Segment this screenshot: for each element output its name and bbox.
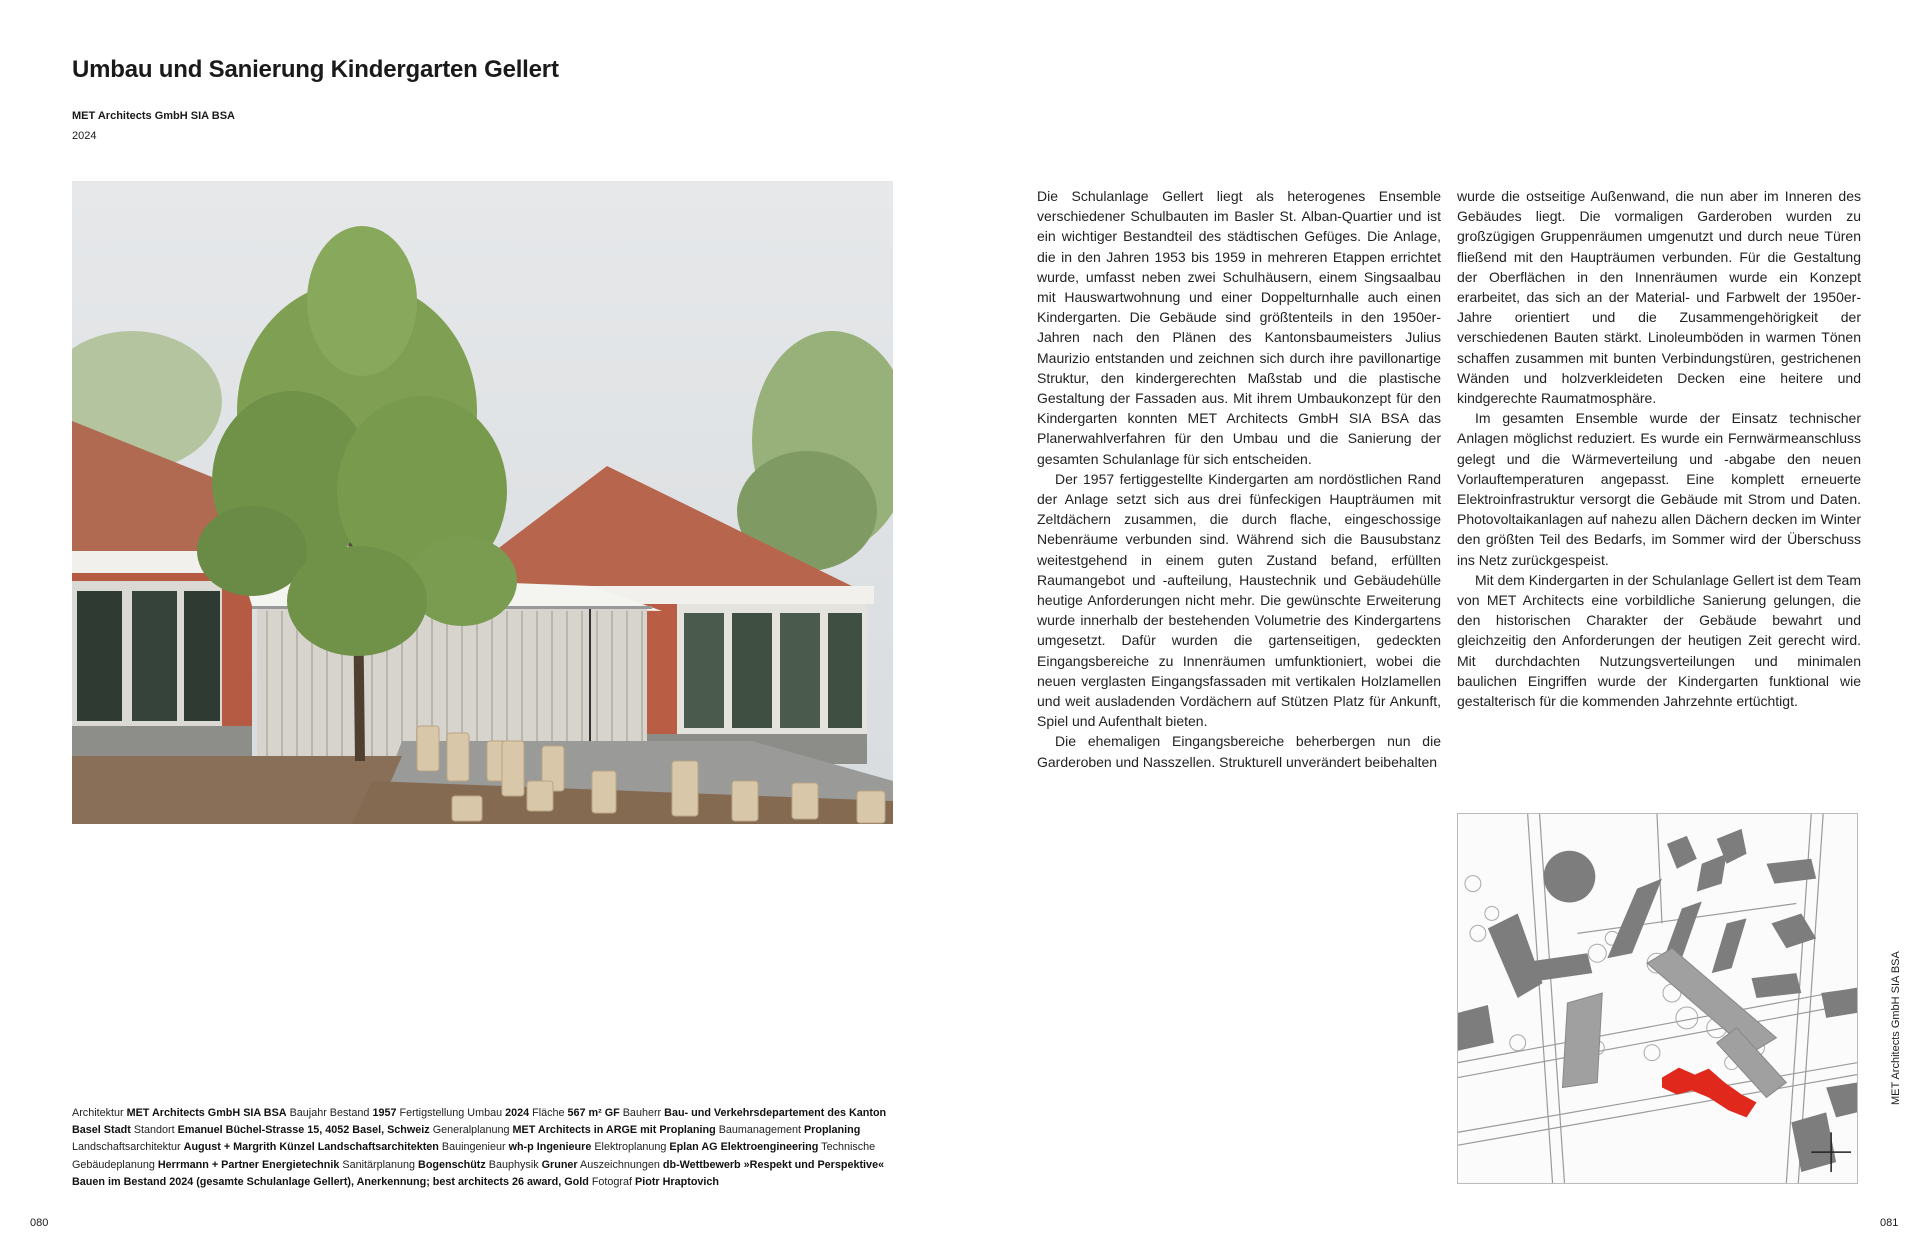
project-credits <box>72 1105 894 1191</box>
credit-label: Standort <box>133 1124 178 1137</box>
credit-label: Landschaftsarchitektur <box>72 1141 184 1154</box>
paragraph: wurde die ostseitige Außenwand, die nun aber im Inneren des Gebäudes liegt. Die vormaligen Garderoben wurden zu großzügigen Gruppenräumen umgenutzt und durch neue Türen fließend mit den Haupträumen verbunden. Für die Gestaltung der Oberflächen in den Innenräumen wurde ein Konzept erarbeitet, das sich an der Material- und Farbwelt der 1950er-Jahre orientiert und die Zusammengehörigkeit der verschiedenen Bauten stärkt. Linoleumböden in warmen Tönen schaffen zusammen mit bunten Verbindungstüren, gestrichenen Wänden und holzverkleideten Decken eine heitere und kindgerechte Raumatmosphäre. <box>1457 188 1861 407</box>
credit-label: Fläche <box>532 1107 568 1119</box>
architect-name: MET Architects GmbH SIA BSA <box>72 110 235 122</box>
credit-value: Piotr Hraptovich <box>635 1175 720 1188</box>
credit-value: db-Wettbewerb »Respekt und Perspektive« Bauen im Bestand 2024 (gesamte Schulanlage Gellert), Anerkennung; best architects 26 award, Gold <box>72 1158 885 1188</box>
credit-label: Technische Gebäudeplanung <box>72 1141 876 1171</box>
credit-value: MET Architects GmbH SIA BSA <box>126 1107 287 1119</box>
credit-label: Generalplanung <box>432 1124 513 1137</box>
credit-label: Bauingenieur <box>441 1141 509 1154</box>
vertical-architect-label: MET Architects GmbH SIA BSA <box>1890 951 1902 1105</box>
paragraph: Mit dem Kindergarten in der Schulanlage Gellert ist dem Team von MET Architects eine vorbildliche Sanierung gelungen, die den historischen Charakter der Gebäude bewahrt und gleichzeitig den Anforderungen der heutigen Zeit gerecht wird. Mit durchdachten Nutzungsverteilungen und minimalen baulichen Eingriffen wurde der Kindergarten funktional wie gestalterisch für die kommenden Jahrzehnte ertüchtigt. <box>1457 571 1861 710</box>
credit-label: Fotograf <box>591 1175 636 1188</box>
credit-label: Auszeichnungen <box>580 1158 663 1171</box>
credit-label: Baumanagement <box>718 1124 804 1137</box>
credit-value: Proplaning <box>803 1124 861 1137</box>
credit-label: Elektroplanung <box>594 1141 670 1154</box>
kindergarten-photo <box>72 181 893 824</box>
credit-value: Bogenschütz <box>418 1158 486 1171</box>
credit-label: Bauphysik <box>488 1158 542 1171</box>
credit-label: Architektur <box>72 1107 127 1119</box>
credit-value: Herrmann + Partner Energietechnik <box>157 1158 340 1171</box>
paragraph: Die Schulanlage Gellert liegt als heterogenes Ensemble verschiedener Schulbauten im Basler St. Alban-Quartier und ist ein wichtiger Bestandteil des städtischen Gefüges. Die Anlage, die in den Jahren 1953 bis 1959 in mehreren Etappen errichtet wurde, umfasst neben zwei Schulhäusern, einem Singsaalbau mit Hauswartwohnung und einer Doppelturnhalle auch einen Kindergarten. Die Gebäude sind größtenteils in den 1950er-Jahren nach den Plänen des Kantonsbaumeisters Julius Maurizio entstanden und zeichnen sich durch ihre pavillonartige Struktur, den kindergerechten Maßstab und die plastische Gestaltung der Fassaden aus. Mit ihrem Umbaukonzept für den Kindergarten konnten MET Architects GmbH SIA BSA das Planerwahlverfahren für den Umbau und die Sanierung der gesamten Schulanlage für sich entscheiden. <box>1037 188 1441 467</box>
paragraph: Der 1957 fertiggestellte Kindergarten am nordöstlichen Rand der Anlage setzt sich aus drei fünfeckigen Haupträumen mit Zeltdächern zusammen, die durch flache, eingeschossige Nebenräume verbunden sind. Während sich die Bausubstanz weitestgehend in einem guten Zustand befand, erfüllten Raumangebot und -aufteilung, Haustechnik und Gebäudehülle heutige Anforderungen nicht mehr. Die gewünschte Erweiterung wurde innerhalb der bestehenden Volumetrie des Kindergartens umgesetzt. Dafür wurden die gartenseitigen, gedeckten Eingangsbereiche zu Innenräumen umfunktioniert, wobei die neuen verglasten Eingangsfassaden mit vertikalen Holzlamellen und weit ausladenden Vordächern auf Stützen Platz für Ankunft, Spiel und Aufenthalt bieten. <box>1037 470 1441 730</box>
paragraph: Im gesamten Ensemble wurde der Einsatz technischer Anlagen möglichst reduziert. Es wurde ein Fernwärmeanschluss gelegt und die Wärmeverteilung und -abgabe den neuen Vorlauftemperaturen angepasst. Eine komplett erneuerte Elektroinfrastruktur versorgt die Gebäude mit Strom und Daten. Photovoltaikanlagen auf nahezu allen Dächern decken im Winter den größten Teil des Bedarfs, im Sommer wird der Überschuss ins Netz zurückgespeist. <box>1457 410 1861 568</box>
page-number-left: 080 <box>30 1217 49 1229</box>
credit-value: wh-p Ingenieure <box>508 1141 592 1154</box>
site-plan <box>1457 813 1858 1184</box>
body-text-column-1 <box>1037 186 1441 772</box>
credit-label: Bauherr <box>622 1107 665 1119</box>
credit-value: 2024 <box>505 1107 530 1119</box>
project-year: 2024 <box>72 130 97 142</box>
credit-label: Sanitärplanung <box>342 1158 419 1171</box>
credit-value: 1957 <box>372 1107 397 1119</box>
page-number-right: 081 <box>1880 1217 1899 1229</box>
body-text-column-2 <box>1457 186 1861 711</box>
article-title: Umbau und Sanierung Kindergarten Gellert <box>72 56 559 83</box>
credit-value: Eplan AG Elektroengineering <box>669 1141 819 1154</box>
paragraph: Die ehemaligen Eingangsbereiche beherbergen nun die Garderoben und Nasszellen. Strukturell unverändert beibehalten <box>1037 733 1441 770</box>
credit-value: August + Margrith Künzel Landschaftsarchitekten <box>183 1141 439 1154</box>
credit-value: Gruner <box>541 1158 578 1171</box>
credit-label: Fertigstellung Umbau <box>399 1107 506 1119</box>
credit-label: Baujahr Bestand <box>289 1107 373 1119</box>
credit-value: 567 m² GF <box>567 1107 620 1119</box>
credit-value: Emanuel Büchel-Strasse 15, 4052 Basel, Schweiz <box>177 1124 430 1137</box>
credit-value: Bau- und Verkehrsdepartement des Kanton Basel Stadt <box>72 1107 887 1137</box>
credit-value: MET Architects in ARGE mit Proplaning <box>512 1124 716 1137</box>
